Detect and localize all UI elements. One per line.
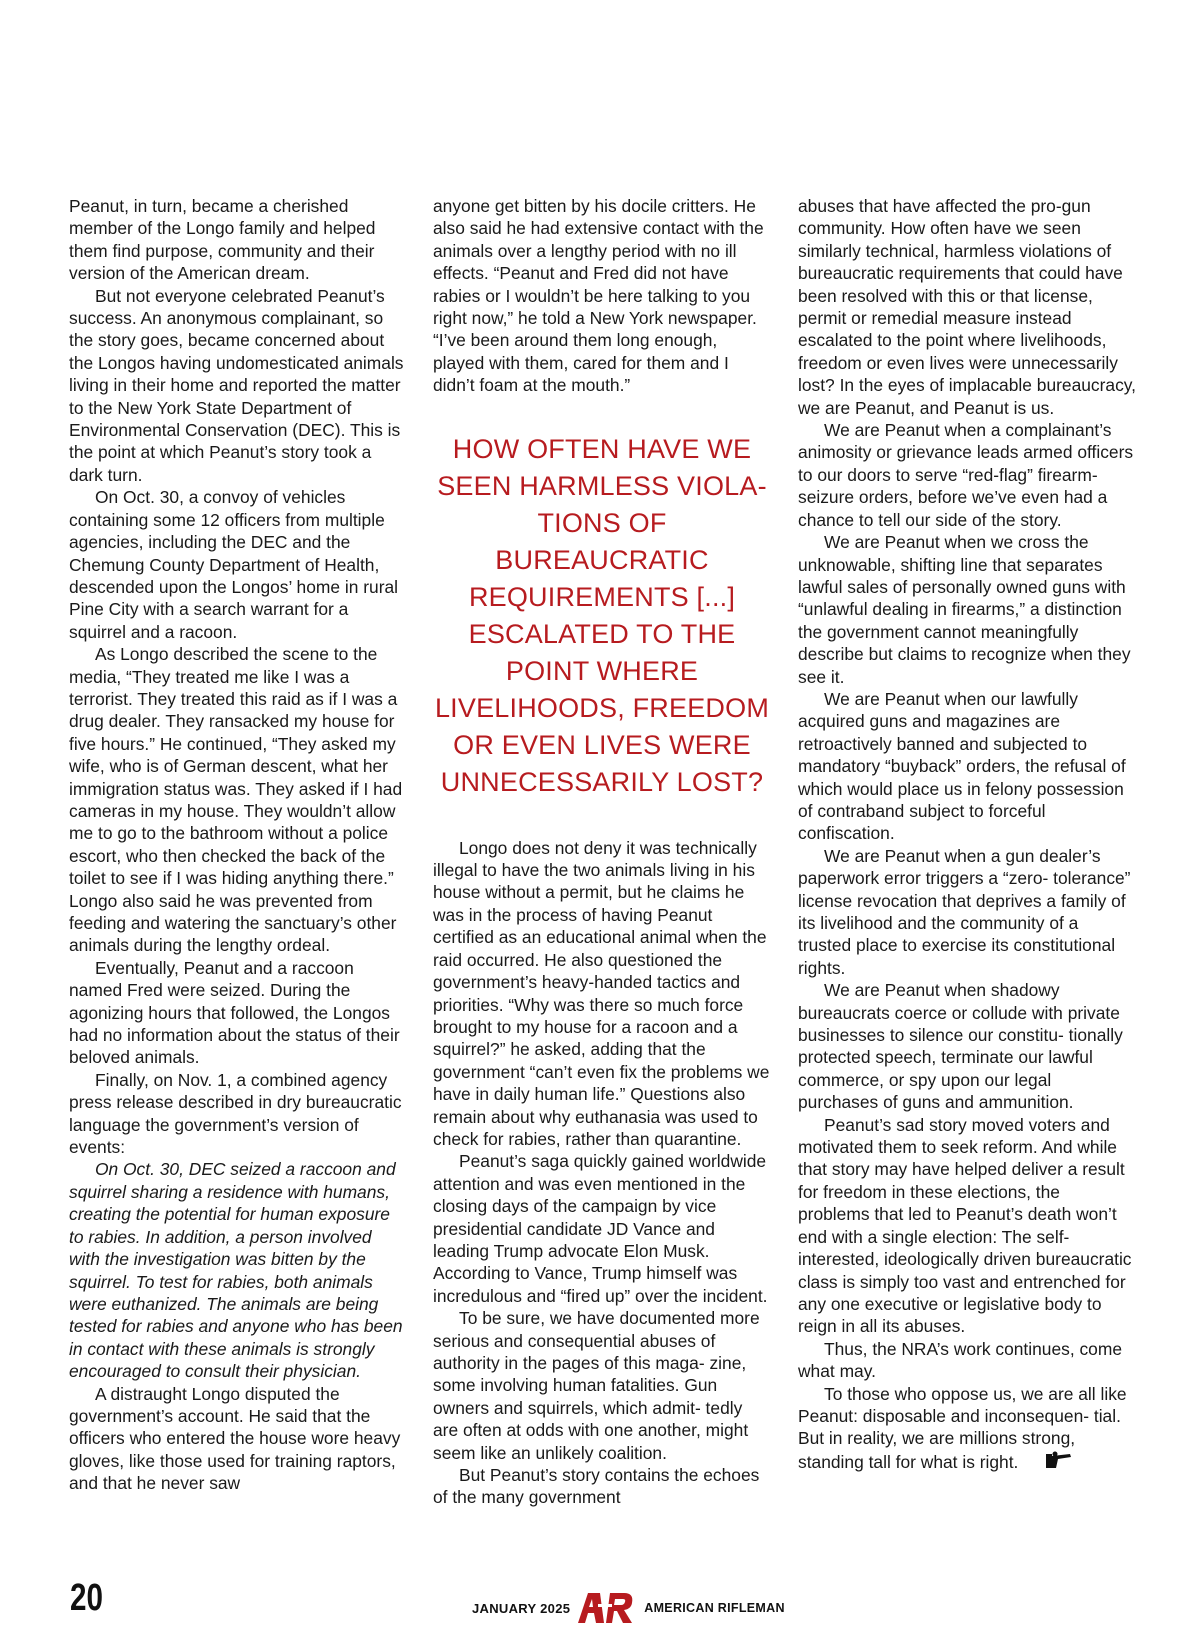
pull-quote: HOW OFTEN HAVE WE SEEN HARMLESS VIOLA- TIONS OF BUREAUCRATIC REQUIREMENTS [...] ESCALATED TO THE POINT WHERE LIVELIHOODS, FREEDOM OR EVEN LIVES WERE UNNECESSARILY LOST?	[434, 433, 770, 797]
paragraph: We are Peanut when we cross the unknowable, shifting line that separates lawful sales of personally owned guns with “unlawful dealing in firearms,” a distinction the government cannot meaningfully describe but claims to recognize when they see it.	[798, 532, 1131, 687]
article-column-2	[433, 195, 771, 1509]
issue-date: JANUARY 2025	[472, 1600, 571, 1616]
magazine-name: AMERICAN RIFLEMAN	[644, 1601, 785, 1615]
paragraph: We are Peanut when a gun dealer’s paperwork error triggers a “zero- tolerance” license revocation that deprives a family of its livelihood and the community of a trusted place to exercise its constitutional rights.	[798, 845, 1131, 978]
paragraph: Peanut’s saga quickly gained worldwide attention and was even mentioned in the closing days of the campaign by vice presidential candidate JD Vance and leading Trump advocate Elon Musk. According to Vance, Trump himself was incredulous and “fired up” over the incident.	[433, 1151, 768, 1306]
article-column-1	[69, 195, 407, 1495]
paragraph: A distraught Longo disputed the government’s account. He said that the officers who entered the house wore heavy gloves, like those used for training raptors, and that he never saw	[69, 1383, 401, 1494]
paragraph: To be sure, we have documented more serious and consequential abuses of authority in the pages of this maga- zine, some involving human fatalities. Gun owners and squirrels, which admit- tedly are often at odds with one another, might seem like an unlikely coalition.	[433, 1308, 760, 1463]
column-2-top-text	[433, 195, 771, 397]
paragraph: Peanut’s sad story moved voters and motivated them to seek reform. And while that story may have helped deliver a result for freedom in these elections, the problems that led to Peanut’s death won’t end with a single election: The self-interested, ideologically driven bureaucratic class is simply too vast and entrenched for any one executive or legislative body to reign in all its abuses.	[798, 1114, 1132, 1337]
ar-logo-icon	[576, 1591, 638, 1625]
paragraph: To those who oppose us, we are all like Peanut: disposable and inconsequen- tial. But in reality, we are millions strong, standing tall for what is right.	[798, 1383, 1136, 1478]
rifleman-signoff-icon	[1020, 1450, 1072, 1477]
paragraph: Eventually, Peanut and a raccoon named Fred were seized. During the agonizing hours that followed, the Longos had no information about the status of their beloved animals.	[69, 957, 400, 1068]
paragraph: Peanut, in turn, became a cherished member of the Longo family and helped them find purpose, community and their version of the American dream.	[69, 196, 376, 284]
article-column-3	[798, 195, 1136, 1477]
paragraph: Finally, on Nov. 1, a combined agency press release described in dry bureaucratic language the government’s version of events:	[69, 1069, 402, 1158]
paragraph: Thus, the NRA’s work continues, come what may.	[798, 1338, 1123, 1382]
paragraph: We are Peanut when a complainant’s animosity or grievance leads armed officers to our doors to serve “red-flag” firearm-seizure orders, before we’ve even had a chance to tell our side of the story.	[798, 420, 1134, 530]
page-number: 20	[70, 1577, 103, 1619]
paragraph: On Oct. 30, DEC seized a raccoon and squirrel sharing a residence with humans, creating the potential for human exposure to rabies. In addition, a person involved with the investigation was bitten by the squirrel. To test for rabies, both animals were euthanized. The animals are being tested for rabies and anyone who has been in contact with these animals is strongly encouraged to consult their physician.	[69, 1159, 403, 1382]
paragraph: As Longo described the scene to the media, “They treated me like I was a terrorist. They treated this raid as if I was a drug dealer. They ransacked my house for five hours.” He continued, “They asked my wife, who is of German descent, what her immigration status was. They asked if I had cameras in my house. They wouldn’t allow me to go to the bathroom without a police escort, who then checked the back of the toilet to see if I was hiding anything there.” Longo also said he was prevented from feeding and watering the sanctuary’s other animals during the lengthy ordeal.	[69, 644, 403, 956]
paragraph: On Oct. 30, a convoy of vehicles containing some 12 officers from multiple agencies, including the DEC and the Chemung County Department of Health, descended upon the Longos’ home in rural Pine City with a search warrant for a squirrel and a racoon.	[69, 487, 399, 642]
paragraph: But not everyone celebrated Peanut’s success. An anonymous complainant, so the story goes, became concerned about the Longos having undomesticated animals living in their home and reported the matter to the New York State Department of Environmental Conservation (DEC). This is the point at which Peanut’s story took a dark turn.	[69, 285, 404, 485]
paragraph: anyone get bitten by his docile critters. He also said he had extensive contact with the animals over a lengthy period with no ill effects. “Peanut and Fred did not have rabies or I wouldn’t be here talking to you right now,” he told a New York newspaper. “I’ve been around them long enough, played with them, cared for them and I didn’t foam at the mouth.”	[433, 196, 764, 396]
footer-branding	[472, 1590, 785, 1626]
paragraph: abuses that have affected the pro-gun community. How often have we seen similarly technical, harmless violations of bureaucratic requirements that could have been resolved with this or that license, permit or remedial measure instead escalated to the point where livelihoods, freedom or even lives were unnecessarily lost? In the eyes of implacable bureaucracy, we are Peanut, and Peanut is us.	[798, 196, 1137, 418]
column-2-bottom-text	[433, 837, 771, 1509]
paragraph: But Peanut’s story contains the echoes of the many government	[433, 1465, 760, 1508]
paragraph: Longo does not deny it was technically illegal to have the two animals living in his house without a permit, but he claims he was in the process of having Peanut certified as an educational animal when the raid occurred. He also questioned the government’s heavy-handed tactics and priorities. “Why was there so much force brought to my house for a racoon and a squirrel?” he asked, adding that the government “can’t even fix the problems we have in daily human life.” Questions also remain about why euthanasia was used to check for rabies, rather than quarantine.	[433, 837, 770, 1149]
paragraph: We are Peanut when our lawfully acquired guns and magazines are retroactively banned and subjected to mandatory “buyback” orders, the refusal of which would place us in felony possession of contraband subject to forceful confiscation.	[798, 688, 1126, 844]
paragraph: We are Peanut when shadowy bureaucrats coerce or collude with private businesses to silence our constitu- tionally protected speech, terminate our lawful commerce, or spy upon our legal purchases of guns and ammunition.	[798, 980, 1123, 1113]
